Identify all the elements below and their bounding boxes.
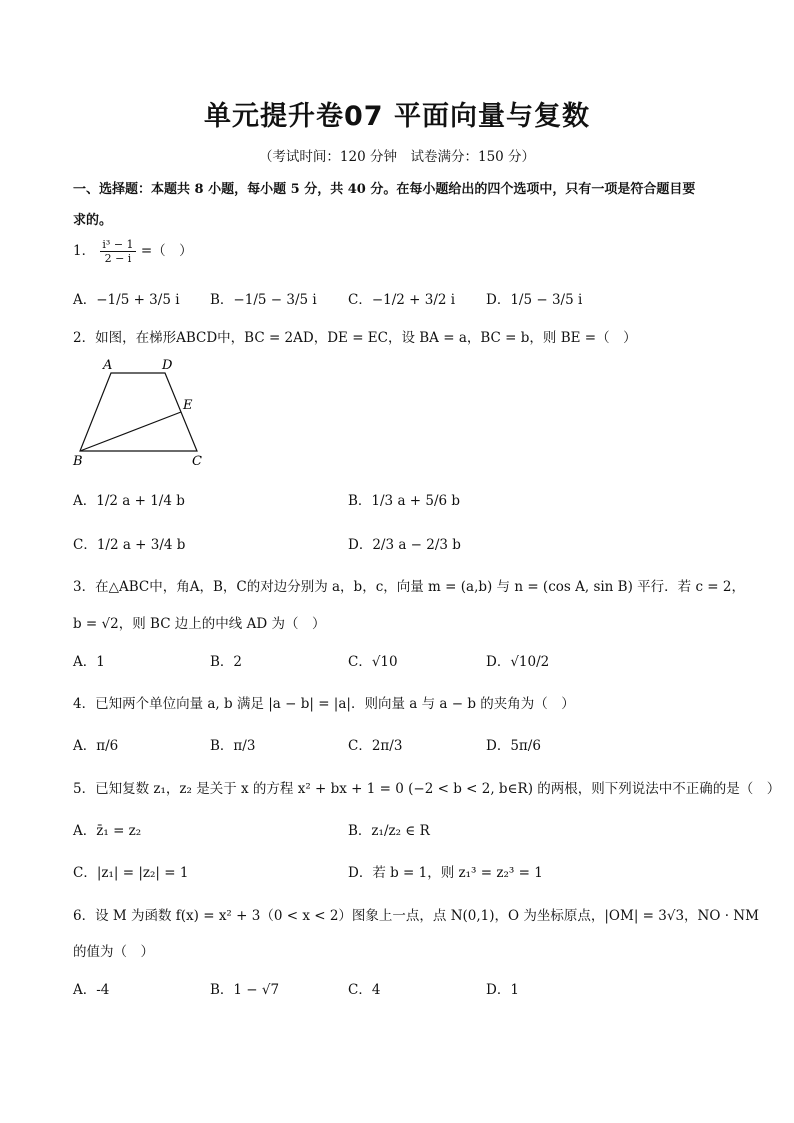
fraction bbox=[100, 238, 135, 265]
q5-option-d: D．若 b = 1，则 z₁³ = z₂³ = 1 bbox=[348, 865, 543, 881]
question-2-stem: 2．如图，在梯形ABCD中，BC = 2AD，DE = EC，设 BA = a，BC = b，则 BE =（ ） bbox=[73, 330, 637, 346]
q6-option-c: C．4 bbox=[348, 982, 381, 998]
section-instructions-line2: 求的。 bbox=[73, 213, 113, 228]
q5-option-c: C．|z₁| = |z₂| = 1 bbox=[73, 865, 189, 881]
q2-option-a: A．1/2 a + 1/4 b bbox=[73, 493, 185, 509]
question-6-line2: 的值为（ ） bbox=[73, 944, 154, 960]
segment-be bbox=[80, 412, 181, 451]
q6-option-b: B．1 − √7 bbox=[210, 982, 280, 998]
label-a: A bbox=[103, 358, 113, 373]
q1-option-b: B．−1/5 − 3/5 i bbox=[210, 292, 317, 308]
label-b: B bbox=[73, 454, 83, 469]
denominator: 2 − i bbox=[104, 252, 132, 265]
question-3-line1: 3．在△ABC中，角A，B，C的对边分别为 a，b，c，向量 m = (a,b) 与 n = (cos A, sin B) 平行．若 c = 2， bbox=[73, 579, 745, 595]
q3-option-d: D．√10/2 bbox=[486, 654, 550, 670]
section-instructions-line1: 一、选择题：本题共 8 小题，每小题 5 分，共 40 分。在每小题给出的四个选项中，只有一项是符合题目要 bbox=[73, 182, 696, 197]
question-4-stem: 4．已知两个单位向量 a, b 满足 |a − b| = |a|．则向量 a 与 a − b 的夹角为（ ） bbox=[73, 696, 575, 712]
question-1 bbox=[73, 238, 193, 265]
q3-option-b: B．2 bbox=[210, 654, 243, 670]
q6-option-d: D．1 bbox=[486, 982, 519, 998]
numerator: i³ − 1 bbox=[102, 238, 134, 251]
label-e: E bbox=[183, 398, 193, 413]
q1-option-d: D．1/5 − 3/5 i bbox=[486, 292, 583, 308]
q3-option-a: A．1 bbox=[73, 654, 105, 670]
q4-option-a: A．π/6 bbox=[73, 738, 119, 754]
label-c: C bbox=[192, 454, 202, 469]
q2-option-c: C．1/2 a + 3/4 b bbox=[73, 537, 186, 553]
q3-option-c: C．√10 bbox=[348, 654, 398, 670]
trapezoid-figure bbox=[70, 355, 210, 470]
q4-option-b: B．π/3 bbox=[210, 738, 256, 754]
exam-info: （考试时间：120 分钟 试卷满分：150 分） bbox=[258, 149, 536, 165]
question-number: 1． bbox=[73, 243, 96, 259]
q6-option-a: A．-4 bbox=[73, 982, 110, 998]
q4-option-c: C．2π/3 bbox=[348, 738, 403, 754]
q2-option-b: B．1/3 a + 5/6 b bbox=[348, 493, 461, 509]
q5-option-b: B．z₁/z₂ ∈ R bbox=[348, 823, 430, 839]
question-tail: =（ ） bbox=[140, 243, 193, 259]
q2-option-d: D．2/3 a − 2/3 b bbox=[348, 537, 461, 553]
q4-option-d: D．5π/6 bbox=[486, 738, 541, 754]
label-d: D bbox=[162, 358, 173, 373]
q5-option-a: A．z̄₁ = z₂ bbox=[73, 823, 142, 839]
question-5-stem: 5．已知复数 z₁，z₂ 是关于 x 的方程 x² + bx + 1 = 0 (−2 < b < 2, b∈R) 的两根，则下列说法中不正确的是（ ） bbox=[73, 781, 781, 797]
q1-option-c: C．−1/2 + 3/2 i bbox=[348, 292, 456, 308]
question-3-line2: b = √2，则 BC 边上的中线 AD 为（ ） bbox=[73, 616, 326, 632]
page-title: 单元提升卷07 平面向量与复数 bbox=[204, 101, 590, 132]
question-6-line1: 6．设 M 为函数 f(x) = x² + 3（0 < x < 2）图象上一点，点 N(0,1)，O 为坐标原点，|OM| = 3√3，NO · NM bbox=[73, 908, 759, 924]
q1-option-a: A．−1/5 + 3/5 i bbox=[73, 292, 180, 308]
